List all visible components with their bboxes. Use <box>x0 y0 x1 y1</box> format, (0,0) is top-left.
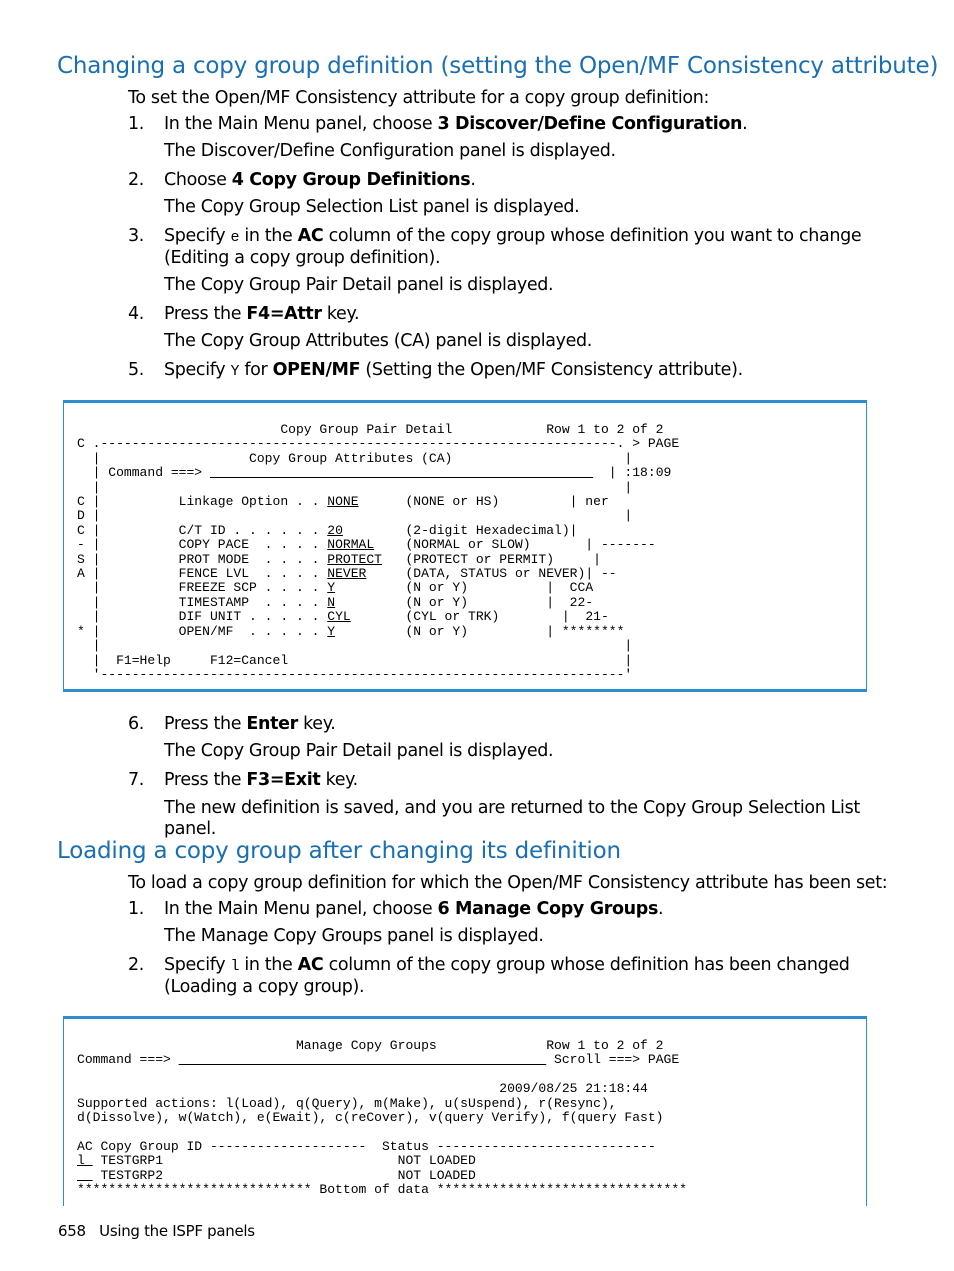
step-result: The Copy Group Selection List panel is displayed. <box>164 197 580 217</box>
bold-term: Enter <box>246 714 298 734</box>
supported-actions: Supported actions: l(Load), q(Query), m(Make), u(sUspend), r(Resync), <box>77 1095 617 1111</box>
scroll-amount: Scroll ===> PAGE <box>554 1052 680 1068</box>
bold-term: 3 Discover/Define Configuration <box>437 114 743 134</box>
table-row: TESTGRP1 NOT LOADED <box>100 1153 476 1169</box>
step-text: Specify l in the AC column of the copy group whose definition has been changed (Loading a copy group). <box>164 955 850 997</box>
field-value: 20 <box>327 522 343 538</box>
step-number: 2. <box>128 170 144 190</box>
supported-actions: d(Dissolve), w(Watch), e(Ewait), c(reCover), v(query Verify), f(query Fast) <box>77 1110 664 1126</box>
step-result: The new definition is saved, and you are returned to the Copy Group Selection List panel. <box>164 798 860 839</box>
screen-text <box>77 1039 687 1197</box>
step-text: Press the F4=Attr key. <box>164 304 360 324</box>
field-label: | FREEZE SCP . . . . <box>77 580 328 596</box>
field-value: CYL <box>327 609 351 625</box>
screen-text <box>77 423 679 682</box>
field-hint: (NORMAL or SLOW) | ------- <box>405 537 656 553</box>
field-value: NEVER <box>327 566 367 582</box>
bold-term: 4 Copy Group Definitions <box>231 170 471 190</box>
inline-code: Y <box>230 363 240 380</box>
field-value: PROTECT <box>327 551 382 567</box>
step-number: 4. <box>128 304 144 324</box>
step-result: The Manage Copy Groups panel is displayed. <box>164 926 544 946</box>
field-hint: (N or Y) | CCA <box>405 580 594 596</box>
screen-line: | :18:09 <box>608 465 672 481</box>
section-heading-loading: Loading a copy group after changing its definition <box>57 838 621 864</box>
bold-term: F4=Attr <box>246 304 322 324</box>
bottom-of-data: ****************************** Bottom of data ******************************** <box>77 1182 687 1198</box>
field-label: * | OPEN/MF . . . . . <box>77 623 328 639</box>
step-text: Press the F3=Exit key. <box>164 770 358 790</box>
field-hint: (N or Y) | ******** <box>405 623 625 639</box>
screen-line: D | | <box>77 508 633 524</box>
screen-line: | | <box>92 479 633 495</box>
field-label: - | COPY PACE . . . . <box>77 537 328 553</box>
screen-line: | Copy Group Attributes (CA) | <box>92 450 633 466</box>
screen-line: | | <box>92 638 633 654</box>
field-hint: (DATA, STATUS or NEVER)| -- <box>405 566 617 582</box>
field-hint: (N or Y) | 22- <box>405 594 594 610</box>
page-footer <box>58 1222 255 1240</box>
step-number: 2. <box>128 955 144 975</box>
step-result: The Discover/Define Configuration panel is displayed. <box>164 141 616 161</box>
terminal-screen-manage-copy-groups <box>63 1016 867 1206</box>
field-label: | TIMESTAMP . . . . <box>77 594 328 610</box>
step-number: 7. <box>128 770 144 790</box>
inline-code: e <box>230 229 240 246</box>
field-label: C | C/T ID . . . . . . <box>77 522 328 538</box>
screen-title: Manage Copy Groups Row 1 to 2 of 2 <box>295 1038 664 1053</box>
section-heading-changing: Changing a copy group definition (setting the Open/MF Consistency attribute) <box>57 53 939 79</box>
bold-term: AC <box>297 955 324 975</box>
command-input <box>210 465 593 480</box>
field-hint: (NONE or HS) | ner <box>405 494 609 510</box>
command-label: | Command ===> <box>77 465 210 481</box>
field-label: A | FENCE LVL . . . . <box>77 566 328 582</box>
step-text: Specify Y for OPEN/MF (Setting the Open/MF Consistency attribute). <box>164 360 743 380</box>
terminal-screen-pair-detail <box>63 400 867 692</box>
field-value: NONE <box>327 494 359 510</box>
screen-title: Copy Group Pair Detail Row 1 to 2 of 2 <box>280 422 664 437</box>
step-number: 5. <box>128 360 144 380</box>
inline-code: l <box>230 958 240 975</box>
step-number: 1. <box>128 114 144 134</box>
command-input <box>179 1052 547 1067</box>
bold-term: AC <box>297 226 324 246</box>
footer-title: Using the ISPF panels <box>99 1222 255 1240</box>
field-label: | DIF UNIT . . . . . <box>77 609 328 625</box>
screen-line: C .------------------------------------------------------------------. > PAGE <box>77 436 680 452</box>
step-number: 1. <box>128 899 144 919</box>
field-hint: (CYL or TRK) | 21- <box>405 609 609 625</box>
field-value: Y <box>327 580 336 596</box>
ac-field: l <box>77 1153 93 1169</box>
step-result: The Copy Group Attributes (CA) panel is displayed. <box>164 331 592 351</box>
column-header: AC Copy Group ID -------------------- Status ---------------------------- <box>77 1138 656 1154</box>
step-text: Specify e in the AC column of the copy group whose definition you want to change (Editing a copy group definition). <box>164 226 862 268</box>
bold-term: F3=Exit <box>246 770 321 790</box>
field-value: Y <box>327 623 336 639</box>
field-label: S | PROT MODE . . . . <box>77 551 328 567</box>
step-text: Press the Enter key. <box>164 714 336 734</box>
step-result: The Copy Group Pair Detail panel is displayed. <box>164 275 554 295</box>
step-text: In the Main Menu panel, choose 6 Manage Copy Groups. <box>164 899 664 919</box>
section-intro: To set the Open/MF Consistency attribute for a copy group definition: <box>128 88 709 108</box>
ac-field <box>77 1168 93 1183</box>
section-intro: To load a copy group definition for which the Open/MF Consistency attribute has been set: <box>128 873 888 893</box>
field-value: N <box>327 594 336 610</box>
step-text: Choose 4 Copy Group Definitions. <box>164 170 476 190</box>
step-number: 6. <box>128 714 144 734</box>
step-number: 3. <box>128 226 144 246</box>
page-number: 658 <box>58 1222 86 1240</box>
step-result: The Copy Group Pair Detail panel is displayed. <box>164 741 554 761</box>
field-hint: (PROTECT or PERMIT) | <box>405 551 601 567</box>
bold-term: OPEN/MF <box>272 360 361 380</box>
bold-term: 6 Manage Copy Groups <box>437 899 659 919</box>
datetime: 2009/08/25 21:18:44 <box>499 1081 648 1097</box>
field-value: NORMAL <box>327 537 375 553</box>
field-hint: (2-digit Hexadecimal)| <box>405 522 578 538</box>
screen-line: | F1=Help F12=Cancel | <box>92 652 633 668</box>
table-row: TESTGRP2 NOT LOADED <box>100 1167 476 1183</box>
field-label: C | Linkage Option . . <box>77 494 328 510</box>
step-text: In the Main Menu panel, choose 3 Discover/Define Configuration. <box>164 114 748 134</box>
screen-line: '-------------------------------------------------------------------' <box>77 666 633 682</box>
command-label: Command ===> <box>77 1052 179 1068</box>
